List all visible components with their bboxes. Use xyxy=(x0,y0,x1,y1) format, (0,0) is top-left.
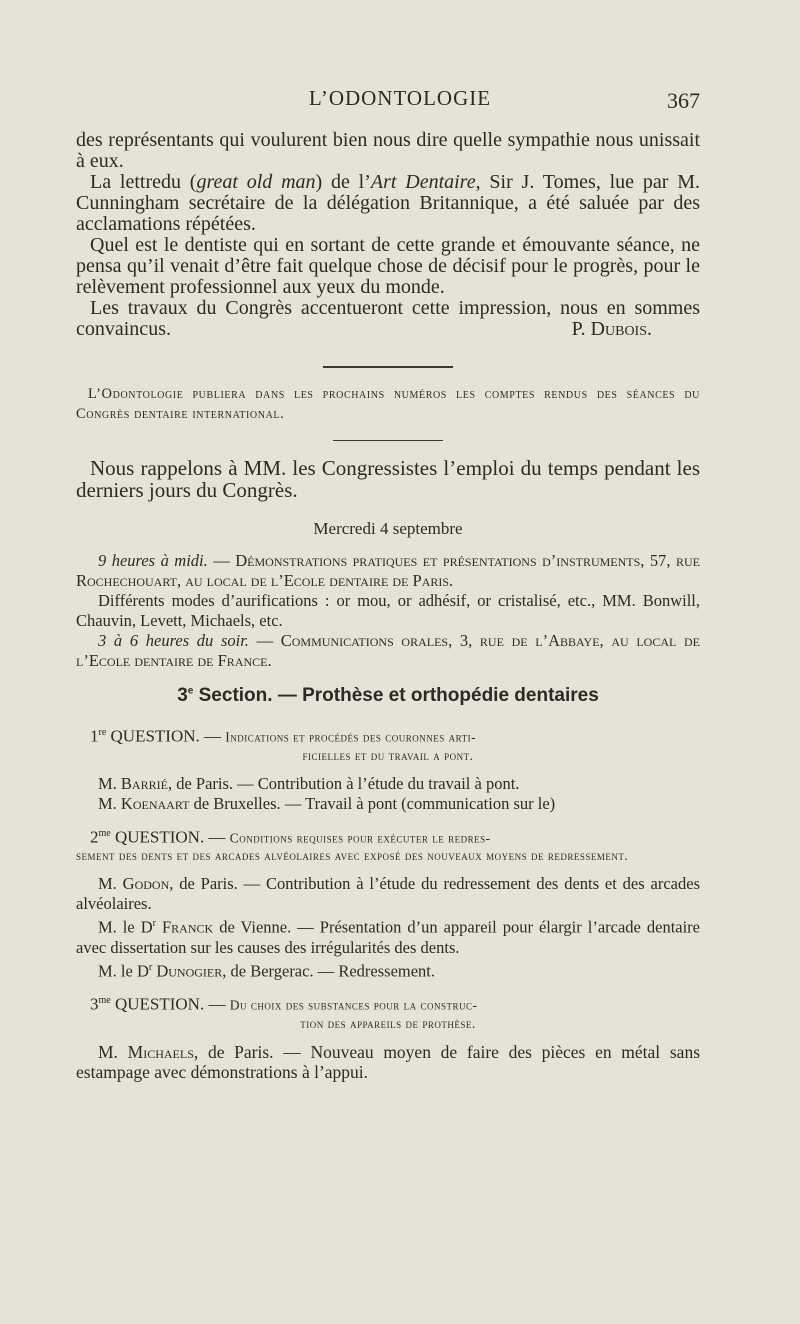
text-run: La lettredu ( xyxy=(90,171,197,193)
q3-title: Du choix des substances pour la construc- xyxy=(229,997,478,1013)
closing-line: Les travaux du Congrès accentueront cette impression, nous en sommes convaincus. xyxy=(76,297,700,340)
talk-text: , de Paris. — Contribution à l’étude du redressement des dents et des arcades alvéolaires. xyxy=(76,874,700,914)
signature-text: P. Dubois. xyxy=(571,318,652,340)
q2-item-dunogier xyxy=(76,958,700,982)
section-number: 3 xyxy=(177,685,188,706)
great-old-man-italic: great old man xyxy=(196,171,316,193)
evening-time: 3 à 6 heures du soir. xyxy=(98,631,249,650)
text-run: ) de l’ xyxy=(315,171,371,193)
q2-title: Conditions requises pour exécuter le redres- xyxy=(229,830,491,846)
question-2-title-cont: sement des dents et des arcades alvéolaires avec exposé des nouveaux moyens de redressement. xyxy=(76,848,629,864)
section-sup: e xyxy=(187,685,194,697)
section-title-text: Section. — Prothèse et orthopédie dentaires xyxy=(193,685,599,706)
speaker-prefix: M. le D xyxy=(98,961,149,981)
question-1-heading xyxy=(76,723,700,748)
q1-item-koenaart xyxy=(76,794,700,814)
intro-paragraph-3: Quel est le dentiste qui en sortant de cette grande et émouvante séance, ne pensa qu’il venait d’être fait quelque chose de décisif pour le progrès, pour le relèvement professionnel aux yeux du monde. xyxy=(76,234,700,298)
q2-label: QUESTION. — xyxy=(110,827,230,847)
running-title: L’ODONTOLOGIE xyxy=(308,86,492,110)
question-1-title-cont: ficielles et du travail a pont. xyxy=(302,747,474,763)
q1-sup: re xyxy=(98,727,107,738)
intro-paragraph-2 xyxy=(76,172,700,235)
page-header xyxy=(0,86,800,116)
question-3-title-cont: tion des appareils de prothèse. xyxy=(300,1015,476,1031)
speaker-name: M. Barrié xyxy=(98,773,168,793)
page-number: 367 xyxy=(667,88,700,113)
q1-title: Indications et procédés des couronnes arti- xyxy=(225,729,477,745)
art-dentaire-italic: Art Dentaire xyxy=(370,171,476,193)
evening-text: — Communications orales, 3, rue de l’Abbaye, au local de l’Ecole dentaire de France. xyxy=(76,631,700,670)
q2-item-franck xyxy=(76,914,700,958)
q1-label: QUESTION. — xyxy=(106,726,226,746)
schedule-reminder: Nous rappelons à MM. les Congressistes l’emploi du temps pendant les derniers jours du Congrès. xyxy=(76,456,700,502)
speaker-name: Franck xyxy=(155,917,214,937)
morning-time: 9 heures à midi. xyxy=(98,551,208,570)
talk-text: de Bruxelles. — Travail à pont (communication sur le) xyxy=(189,793,556,813)
morning-text: — Démonstrations pratiques et présentations d’instruments, 57, rue Rochechouart, au local de l’Ecole dentaire de Paris. xyxy=(76,551,700,590)
sup: r xyxy=(148,961,153,973)
day-heading: Mercredi 4 septembre xyxy=(313,519,463,538)
q2-sup: me xyxy=(98,827,111,839)
talk-text: , de Bergerac. — Redressement. xyxy=(222,961,436,981)
schedule-evening xyxy=(76,631,700,671)
schedule-aurification: Différents modes d’aurifications : or mou, or adhésif, or cristalisé, etc., MM. Bonwill, Chauvin, Levett, Michaels, etc. xyxy=(76,591,700,630)
talk-text: , de Paris. — Contribution à l’étude du travail à pont. xyxy=(167,773,520,793)
publication-notice: L’Odontologie publiera dans les prochains numéros les comptes rendus des séances du Congrès dentaire international. xyxy=(76,386,700,422)
talk-text: de Vienne. — Présentation d’un appareil pour élargir l’arcade dentaire avec dissertation sur les causes des irrégularités des dents. xyxy=(76,917,700,957)
q2-number: 2 xyxy=(90,827,99,847)
q1-number: 1 xyxy=(90,726,99,746)
page-content xyxy=(76,130,700,1082)
q3-sup: me xyxy=(98,995,111,1007)
question-2-heading xyxy=(76,824,700,849)
q2-item-godon xyxy=(76,874,700,914)
sup: r xyxy=(152,918,156,930)
text-run: , Sir J. Tomes, lue par M. Cunningham secrétaire de la délégation Britannique, a été saluée par des acclamations répétées. xyxy=(76,171,700,235)
schedule-morning xyxy=(76,551,700,591)
divider-rule xyxy=(333,440,443,441)
question-3-heading xyxy=(76,991,700,1016)
speaker-name: M. Koenaart xyxy=(98,793,190,813)
speaker-name: M. Michaels xyxy=(98,1041,194,1062)
speaker-name: M. Godon xyxy=(98,874,170,894)
speaker-prefix: M. le D xyxy=(98,917,153,937)
section-title xyxy=(76,685,700,707)
q3-label: QUESTION. — xyxy=(110,994,230,1014)
speaker-name: Dunogier xyxy=(152,961,223,981)
divider-rule xyxy=(323,366,453,368)
talk-text: , de Paris. — Nouveau moyen de faire des pièces en métal sans estampage avec démonstrations à l’appui. xyxy=(76,1041,701,1082)
q1-item-barrie xyxy=(76,774,700,794)
intro-paragraph-1: des représentants qui voulurent bien nous dire quelle sympathie nous unissait à eux. xyxy=(76,129,700,172)
q3-number: 3 xyxy=(90,994,99,1014)
q3-item-michaels xyxy=(76,1042,700,1082)
